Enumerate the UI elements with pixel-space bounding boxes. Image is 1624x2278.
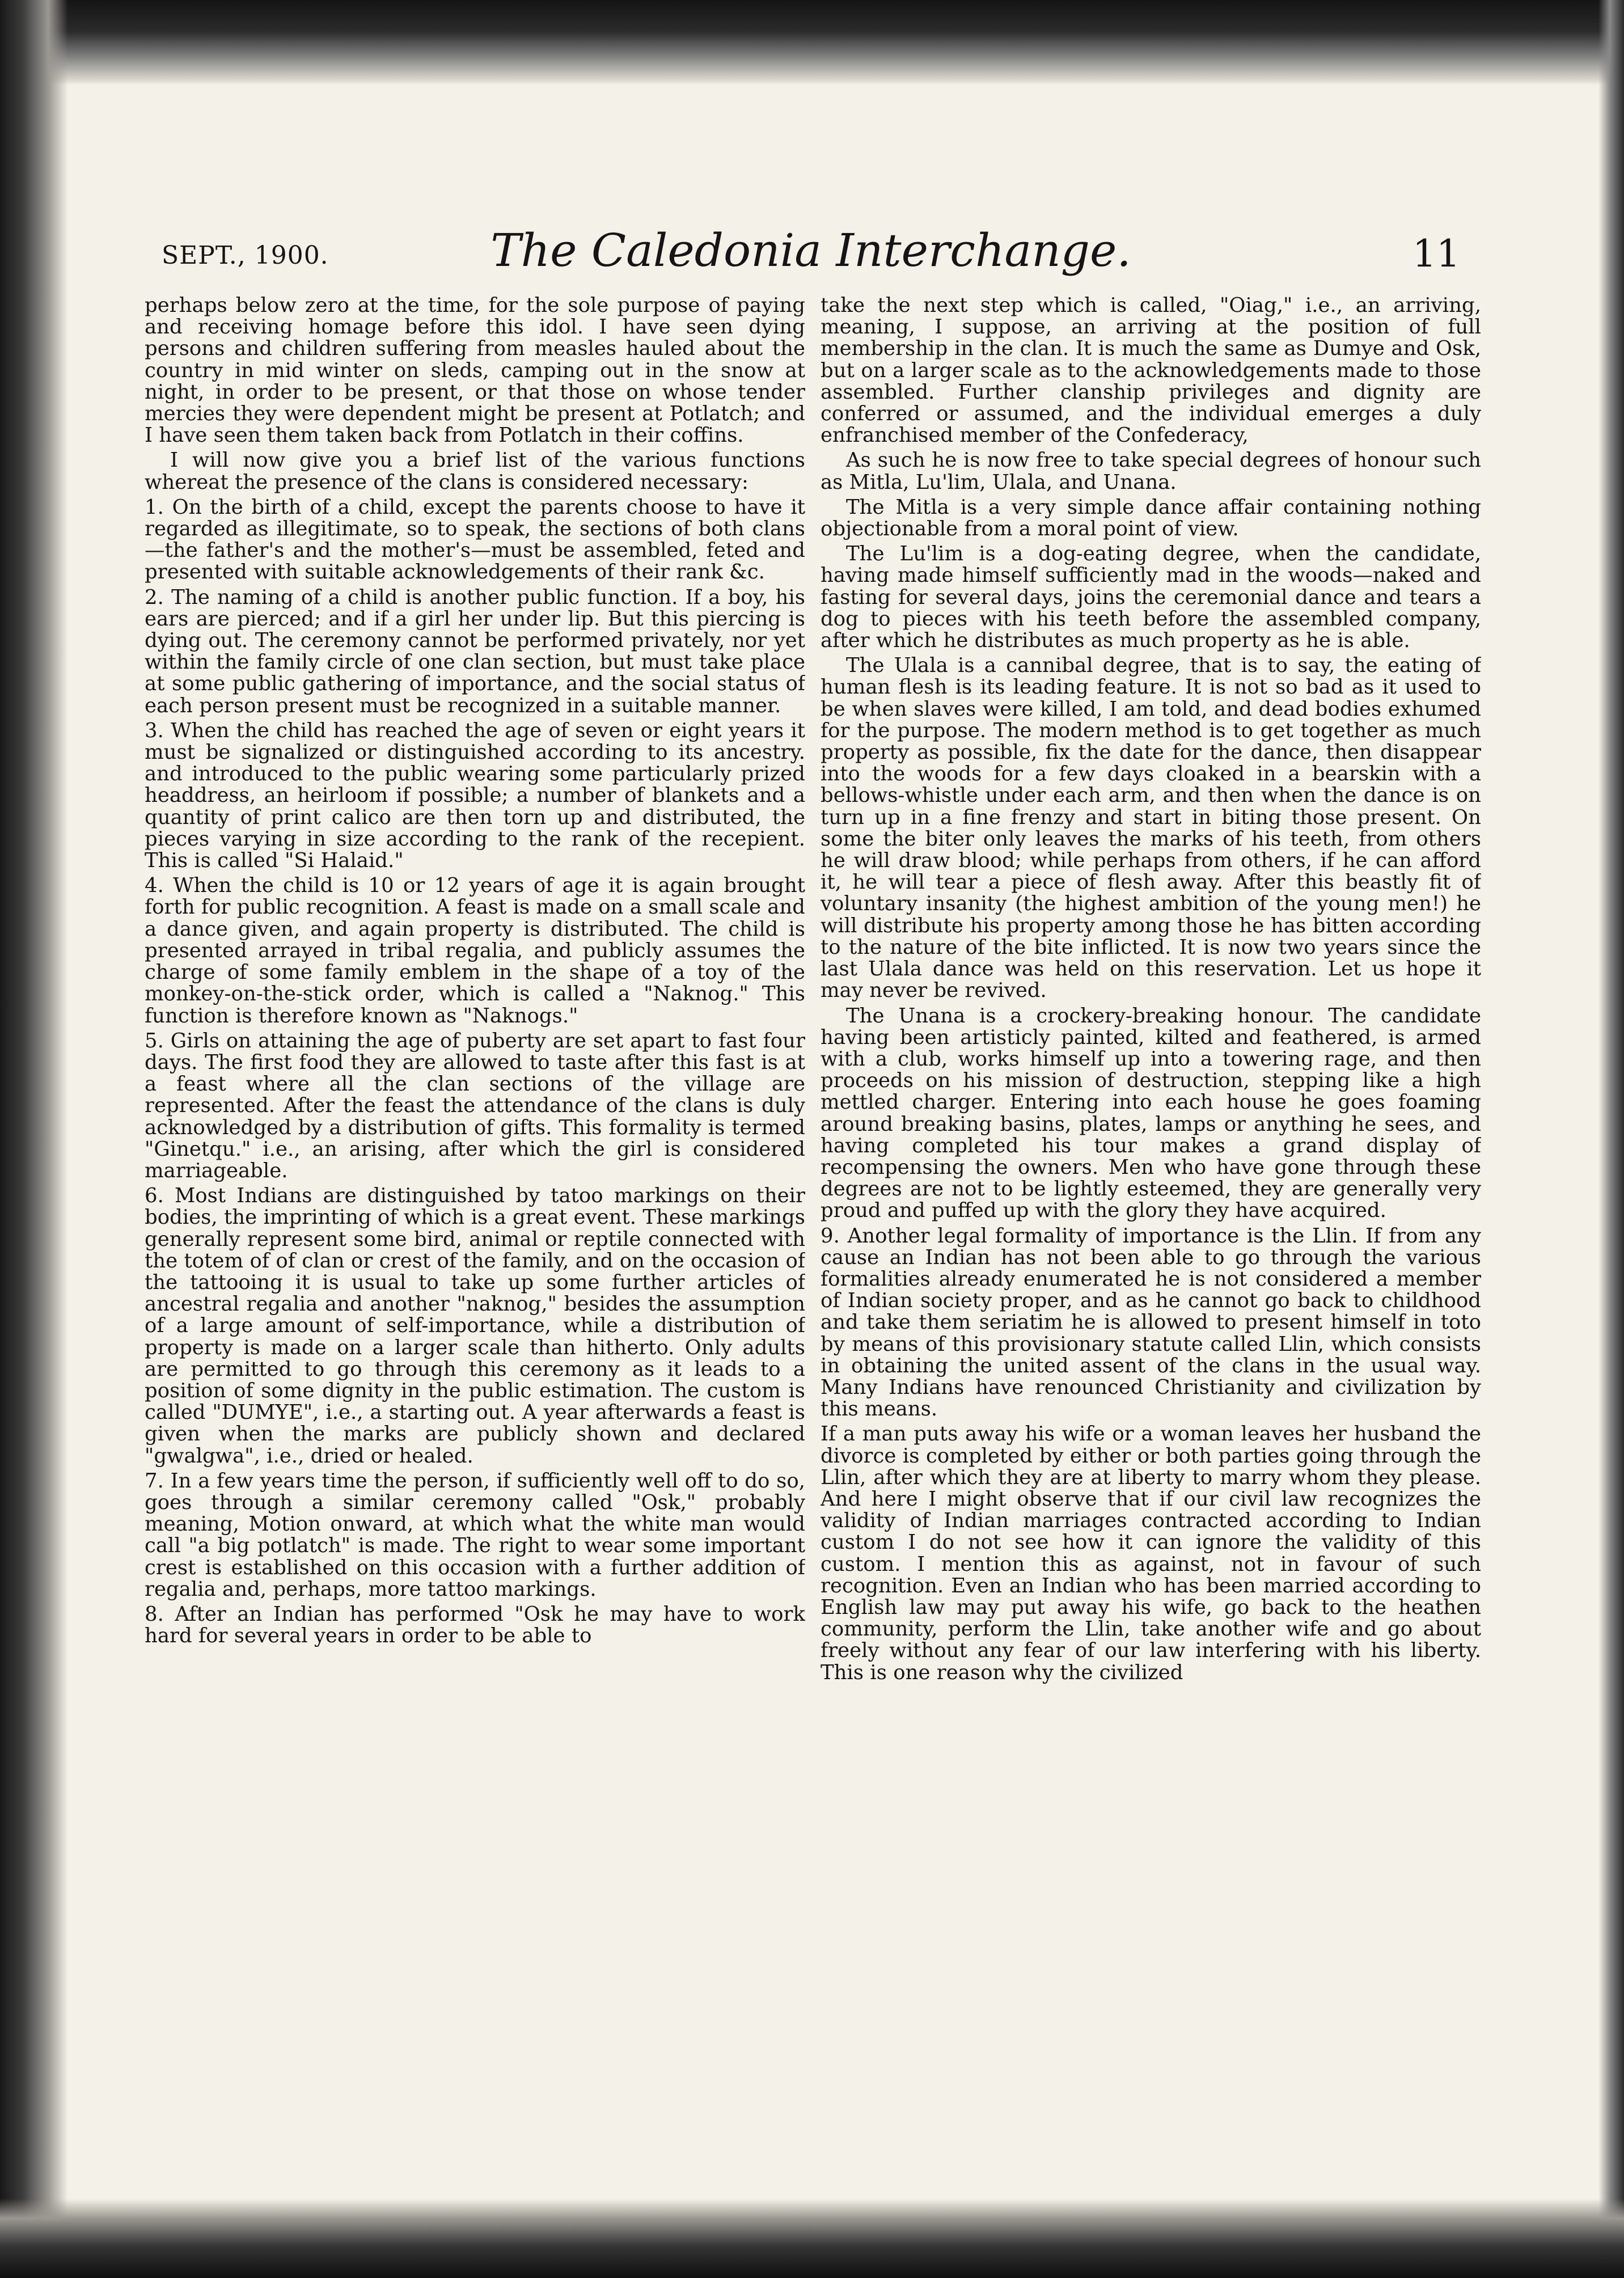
paragraph: The Ulala is a cannibal degree, that is to say, the eating of human flesh is its leading feature. It is not so bad as it used to be when slaves were killed, I am told, and dead bodies exhumed for the purpose. The modern method is to get together as much property as possible, fix the date for the dance, then disappear into the woods for a few days cloaked in a bearskin with a bellows-whistle under each arm, and then when the dance is on turn up in a fine frenzy and start in biting those present. On some the biter only leaves the marks of his teeth, from others he will draw blood; while perhaps from others, if he can afford it, he will tear a piece of flesh away. After this beastly fit of voluntary insanity (the highest ambition of the young men!) he will distribute his property among those he has bitten according to the nature of the bite inflicted. It is now two years since the last Ulala dance was held on this reservation. Let us hope it may never be revived. [821, 654, 1481, 1003]
paragraph: perhaps below zero at the time, for the sole purpose of paying and receiving homage before this idol. I have seen dying persons and children suffering from measles hauled about the country in mid winter on sleds, camping out in the snow at night, in order to be present, or that those on whose tender mercies they were dependent might be present at Potlatch; and I have seen them taken back from Potlatch in their coffins. [145, 295, 805, 447]
scan-edge-top [0, 0, 1624, 85]
paragraph: 4. When the child is 10 or 12 years of age it is again brought forth for public recognition. A feast is made on a small scale and a dance given, and again property is distributed. The child is presented arrayed in tribal regalia, and publicly assumes the charge of some family emblem in the shape of a toy of the monkey-on-the-stick order, which is called a "Naknog." This function is therefore known as "Naknogs." [145, 874, 805, 1028]
page-header [162, 224, 1460, 286]
paragraph: The Lu'lim is a dog-eating degree, when the candidate, having made himself sufficiently mad in the woods—naked and fasting for several days, joins the ceremonial dance and tears a dog to pieces with his teeth before the assembled company, after which he distributes as much property as he is able. [821, 542, 1481, 653]
paragraph: 9. Another legal formality of importance is the Llin. If from any cause an Indian has not been able to go through the various formalities already enumerated he is not considered a member of Indian society proper, and as he cannot go back to childhood and take them seriatim he is allowed to present himself in toto by means of this provisionary statute called Llin, which consists in obtaining the united assent of the clans in the usual way. Many Indians have renounced Christianity and civilization by this means. [821, 1224, 1481, 1421]
paragraph: 5. Girls on attaining the age of puberty are set apart to fast four days. The first food they are allowed to taste after this fast is at a feast where all the clan sections of the village are represented. After the feast the attendance of the clans is duly acknowledged by a distribution of gifts. This formality is termed "Ginetqu." i.e., an arising, after which the girl is considered marriageable. [145, 1029, 805, 1182]
publication-title: The Caledonia Interchange. [490, 224, 1131, 277]
paragraph: take the next step which is called, "Oiag," i.e., an arriving, meaning, I suppose, an arriving at the position of full membership in the clan. It is much the same as Dumye and Osk, but on a larger scale as to the acknowledgements made to those assembled. Further clanship privileges and dignity are conferred or assumed, and the individual emerges a duly enfranchised member of the Confederacy, [821, 295, 1481, 447]
right-text-column [821, 295, 1481, 2189]
scan-edge-bottom [0, 2199, 1624, 2278]
paragraph: 1. On the birth of a child, except the parents choose to have it regarded as illegitimate, so to speak, the sections of both clans—the father's and the mother's—must be assembled, feted and presented with suitable acknowledgements of their rank &c. [145, 495, 805, 584]
paragraph: 7. In a few years time the person, if sufficiently well off to do so, goes through a similar ceremony called "Osk," probably meaning, Motion onward, at which what the white man would call "a big potlatch" is made. The right to wear some important crest is established on this occasion with a further addition of regalia and, perhaps, more tattoo markings. [145, 1469, 805, 1601]
paragraph: The Unana is a crockery-breaking honour. The candidate having been artisticly painted, kilted and feathered, is armed with a club, works himself up into a towering rage, and then proceeds on his mission of destruction, stepping like a high mettled charger. Entering into each house he goes foaming around breaking basins, plates, lamps or anything he sees, and having completed his tour makes a grand display of recompensing the owners. Men who have gone through these degrees are not to be lightly esteemed, they are generally very proud and puffed up with the glory they have acquired. [821, 1004, 1481, 1223]
page-number: 11 [1412, 232, 1460, 276]
paragraph: As such he is now free to take special degrees of honour such as Mitla, Lu'lim, Ulala, and Unana. [821, 449, 1481, 494]
left-text-column [145, 295, 805, 2189]
paragraph: 3. When the child has reached the age of seven or eight years it must be signalized or distinguished according to its ancestry. and introduced to the public wearing some particularly prized headdress, an heirloom if possible; a number of blankets and a quantity of print calico are then torn up and distributed, the pieces varying in size according to the rank of the recepient. This is called "Si Halaid." [145, 719, 805, 873]
paragraph: 6. Most Indians are distinguished by tatoo markings on their bodies, the imprinting of which is a great event. These markings generally represent some bird, animal or reptile connected with the totem of of clan or crest of the family, and on the occasion of the tattooing it is usual to take up some further articles of ancestral regalia and another "naknog," besides the assumption of a large amount of self-importance, while a distribution of property is made on a larger scale than hitherto. Only adults are permitted to go through this ceremony as it leads to a position of some dignity in the public estimation. The custom is called "DUMYE", i.e., a starting out. A year afterwards a feast is given when the marks are publicly shown and declared "gwalgwa", i.e., dried or healed. [145, 1184, 805, 1468]
scan-edge-left [0, 0, 68, 2278]
paragraph: The Mitla is a very simple dance affair containing nothing objectionable from a moral point of view. [821, 495, 1481, 541]
paragraph: I will now give you a brief list of the various functions whereat the presence of the clans is considered necessary: [145, 449, 805, 494]
paragraph: If a man puts away his wife or a woman leaves her husband the divorce is completed by either or both parties going through the Llin, after which they are at liberty to marry whom they please. And here I might observe that if our civil law recognizes the validity of Indian marriages contracted according to Indian custom I do not see how it can ignore the validity of this custom. I mention this as against, not in favour of such recognition. Even an Indian who has been married according to English law may put away his wife, go back to the heathen community, perform the Llin, take another wife and go about freely without any fear of our law interfering with his liberty. This is one reason why the civilized [821, 1422, 1481, 1684]
scan-edge-right [1598, 0, 1624, 2278]
paragraph: 2. The naming of a child is another public function. If a boy, his ears are pierced; and if a girl her under lip. But this piercing is dying out. The ceremony cannot be performed privately, nor yet within the family circle of one clan section, but must take place at some public gathering of importance, and the social status of each person present must be recognized in a suitable manner. [145, 585, 805, 717]
issue-date: SEPT., 1900. [162, 241, 329, 270]
paragraph: 8. After an Indian has performed "Osk he may have to work hard for several years in order to be able to [145, 1602, 805, 1648]
